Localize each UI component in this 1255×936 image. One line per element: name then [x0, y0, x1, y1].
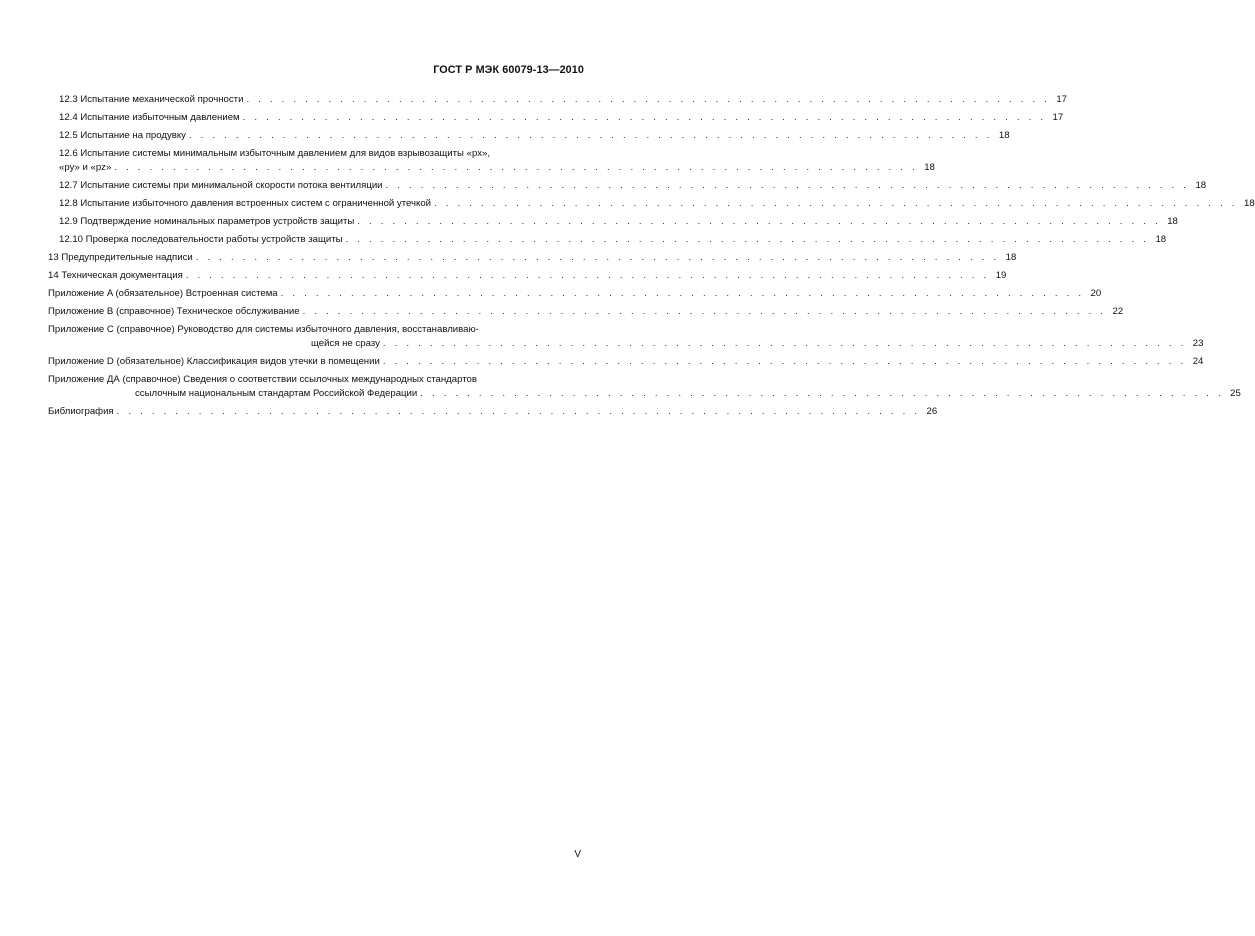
toc-entry-title: 12.5 Испытание на продувку	[59, 130, 186, 141]
toc-entry-title-line2: «py» и «pz»	[59, 162, 112, 173]
toc-entry-title: 12.10 Проверка последовательности работы устройств защиты	[59, 234, 343, 245]
toc-entry-title: 12.9 Подтверждение номинальных параметров устройств защиты	[59, 216, 355, 227]
toc-entry-title: 13 Предупредительные надписи	[48, 252, 193, 263]
toc-entry-title-line2: щейся не сразу	[311, 338, 380, 349]
toc-entry-page: 17	[1056, 94, 1068, 105]
toc-entry[interactable]: 12.7 Испытание системы при минимальной скорости потока вентиляции . . . . . . . . . . . . . . . . . . . . . . . . . . . . . . . . . . . . . . . . . . . . . . . . . . . . . . . . . . . . . . . . . . . . . 18	[59, 180, 1207, 191]
toc-entry-title: 12.7 Испытание системы при минимальной скорости потока вентиляции	[59, 180, 383, 191]
toc-entry-page: 17	[1052, 112, 1064, 123]
toc-entry-page: 23	[1192, 338, 1204, 349]
toc-entry[interactable]: 14 Техническая документация . . . . . . . . . . . . . . . . . . . . . . . . . . . . . . . . . . . . . . . . . . . . . . . . . . . . . . . . . . . . . . . . . . . . . 19	[48, 270, 1007, 281]
toc-entry-title-line1: 12.6 Испытание системы минимальным избыточным давлением для видов взрывозащиты «px»,	[59, 148, 491, 159]
toc-entry-title: Библиография	[48, 406, 114, 417]
toc-entry-page: 18	[1005, 252, 1017, 263]
toc-entry-page: 18	[998, 130, 1010, 141]
toc-entry[interactable]: 12.5 Испытание на продувку . . . . . . . . . . . . . . . . . . . . . . . . . . . . . . . . . . . . . . . . . . . . . . . . . . . . . . . . . . . . . . . . . . . . . 18	[59, 130, 1010, 141]
toc-entry-title-line2: ссылочным национальным стандартам Российской Федерации	[135, 388, 418, 399]
toc-entry-title: Приложение A (обязательное) Встроенная система	[48, 288, 278, 299]
toc-entry[interactable]: Библиография . . . . . . . . . . . . . . . . . . . . . . . . . . . . . . . . . . . . . . . . . . . . . . . . . . . . . . . . . . . . . . . . . . . . . 26	[48, 406, 938, 417]
toc-entry-page: 19	[995, 270, 1007, 281]
toc-entry[interactable]: Приложение D (обязательное) Классификация видов утечки в помещении . . . . . . . . . . . . . . . . . . . . . . . . . . . . . . . . . . . . . . . . . . . . . . . . . . . . . . . . . . . . . . . . . . . . . 24	[48, 356, 1204, 367]
toc-entry-page: 18	[1167, 216, 1178, 227]
toc-entry-page: 25	[1230, 388, 1241, 399]
toc-entry-title-line1: Приложение ДА (справочное) Сведения о соответствии ссылочных международных стандартов	[48, 374, 477, 385]
toc-entry-page: 24	[1192, 356, 1204, 367]
toc-entry-page: 20	[1090, 288, 1102, 299]
toc-entry[interactable]: 12.4 Испытание избыточным давлением . . . . . . . . . . . . . . . . . . . . . . . . . . . . . . . . . . . . . . . . . . . . . . . . . . . . . . . . . . . . . . . . . . . . . 17	[59, 112, 1064, 123]
toc-entry-page: 18	[1155, 234, 1167, 245]
toc-entry-page: 18	[924, 162, 935, 173]
toc-entry-title: Приложение B (справочное) Техническое обслуживание	[48, 306, 300, 317]
toc-entry[interactable]: 12.10 Проверка последовательности работы устройств защиты . . . . . . . . . . . . . . . . . . . . . . . . . . . . . . . . . . . . . . . . . . . . . . . . . . . . . . . . . . . . . . . . . . . . . 18	[59, 234, 1167, 245]
toc-entry[interactable]: 12.6 Испытание системы минимальным избыточным давлением для видов взрывозащиты «px», «py» и «pz» . . . . . . . . . . . . . . . . . . . . . . . . . . . . . . . . . . . . . . . . . . . . . . . . . . . . . . . . . . . . . . . . . . . . . 18	[59, 148, 935, 173]
document-code: ГОСТ Р МЭК 60079-13—2010	[433, 64, 584, 76]
toc-entry-page: 18	[1195, 180, 1207, 191]
toc-entry-title: Приложение D (обязательное) Классификация видов утечки в помещении	[48, 356, 380, 367]
page-number: V	[574, 849, 581, 860]
toc-entry-page: 22	[1112, 306, 1124, 317]
toc-entry[interactable]: Приложение A (обязательное) Встроенная система . . . . . . . . . . . . . . . . . . . . . . . . . . . . . . . . . . . . . . . . . . . . . . . . . . . . . . . . . . . . . . . . . . . . . 20	[48, 288, 1102, 299]
toc-entry-page: 26	[926, 406, 938, 417]
toc-entry-title-line1: Приложение C (справочное) Руководство для системы избыточного давления, восстанавливаю-	[48, 324, 479, 335]
toc-entry[interactable]: 12.8 Испытание избыточного давления встроенных систем с ограниченной утечкой . . . . . . . . . . . . . . . . . . . . . . . . . . . . . . . . . . . . . . . . . . . . . . . . . . . . . . . . . . . . . . . . . . . . . 18	[59, 198, 1255, 209]
toc-entry[interactable]: Приложение ДА (справочное) Сведения о соответствии ссылочных международных стандартов ссылочным национальным стандартам Российской Федерации . . . . . . . . . . . . . . . . . . . . . . . . . . . . . . . . . . . . . . . . . . . . . . . . . . . . . . . . . . . . . . . . . . . . . 25	[48, 374, 1241, 399]
toc-entry-page: 18	[1243, 198, 1255, 209]
toc-entry-title: 12.4 Испытание избыточным давлением	[59, 112, 240, 123]
toc-entry-title: 12.8 Испытание избыточного давления встроенных систем с ограниченной утечкой	[59, 198, 432, 209]
table-of-contents	[48, 93, 1255, 423]
toc-entry[interactable]: 13 Предупредительные надписи . . . . . . . . . . . . . . . . . . . . . . . . . . . . . . . . . . . . . . . . . . . . . . . . . . . . . . . . . . . . . . . . . . . . . 18	[48, 252, 1017, 263]
toc-entry[interactable]: 12.3 Испытание механической прочности . . . . . . . . . . . . . . . . . . . . . . . . . . . . . . . . . . . . . . . . . . . . . . . . . . . . . . . . . . . . . . . . . . . . . 17	[59, 94, 1068, 105]
toc-entry-title: 12.3 Испытание механической прочности	[59, 94, 244, 105]
toc-entry[interactable]: Приложение B (справочное) Техническое обслуживание . . . . . . . . . . . . . . . . . . . . . . . . . . . . . . . . . . . . . . . . . . . . . . . . . . . . . . . . . . . . . . . . . . . . . 22	[48, 306, 1124, 317]
toc-entry[interactable]: 12.9 Подтверждение номинальных параметров устройств защиты . . . . . . . . . . . . . . . . . . . . . . . . . . . . . . . . . . . . . . . . . . . . . . . . . . . . . . . . . . . . . . . . . . . . . 18	[59, 216, 1178, 227]
toc-entry[interactable]: Приложение C (справочное) Руководство для системы избыточного давления, восстанавливаю- щейся не сразу . . . . . . . . . . . . . . . . . . . . . . . . . . . . . . . . . . . . . . . . . . . . . . . . . . . . . . . . . . . . . . . . . . . . . 23	[48, 324, 1204, 349]
toc-entry-title: 14 Техническая документация	[48, 270, 183, 281]
